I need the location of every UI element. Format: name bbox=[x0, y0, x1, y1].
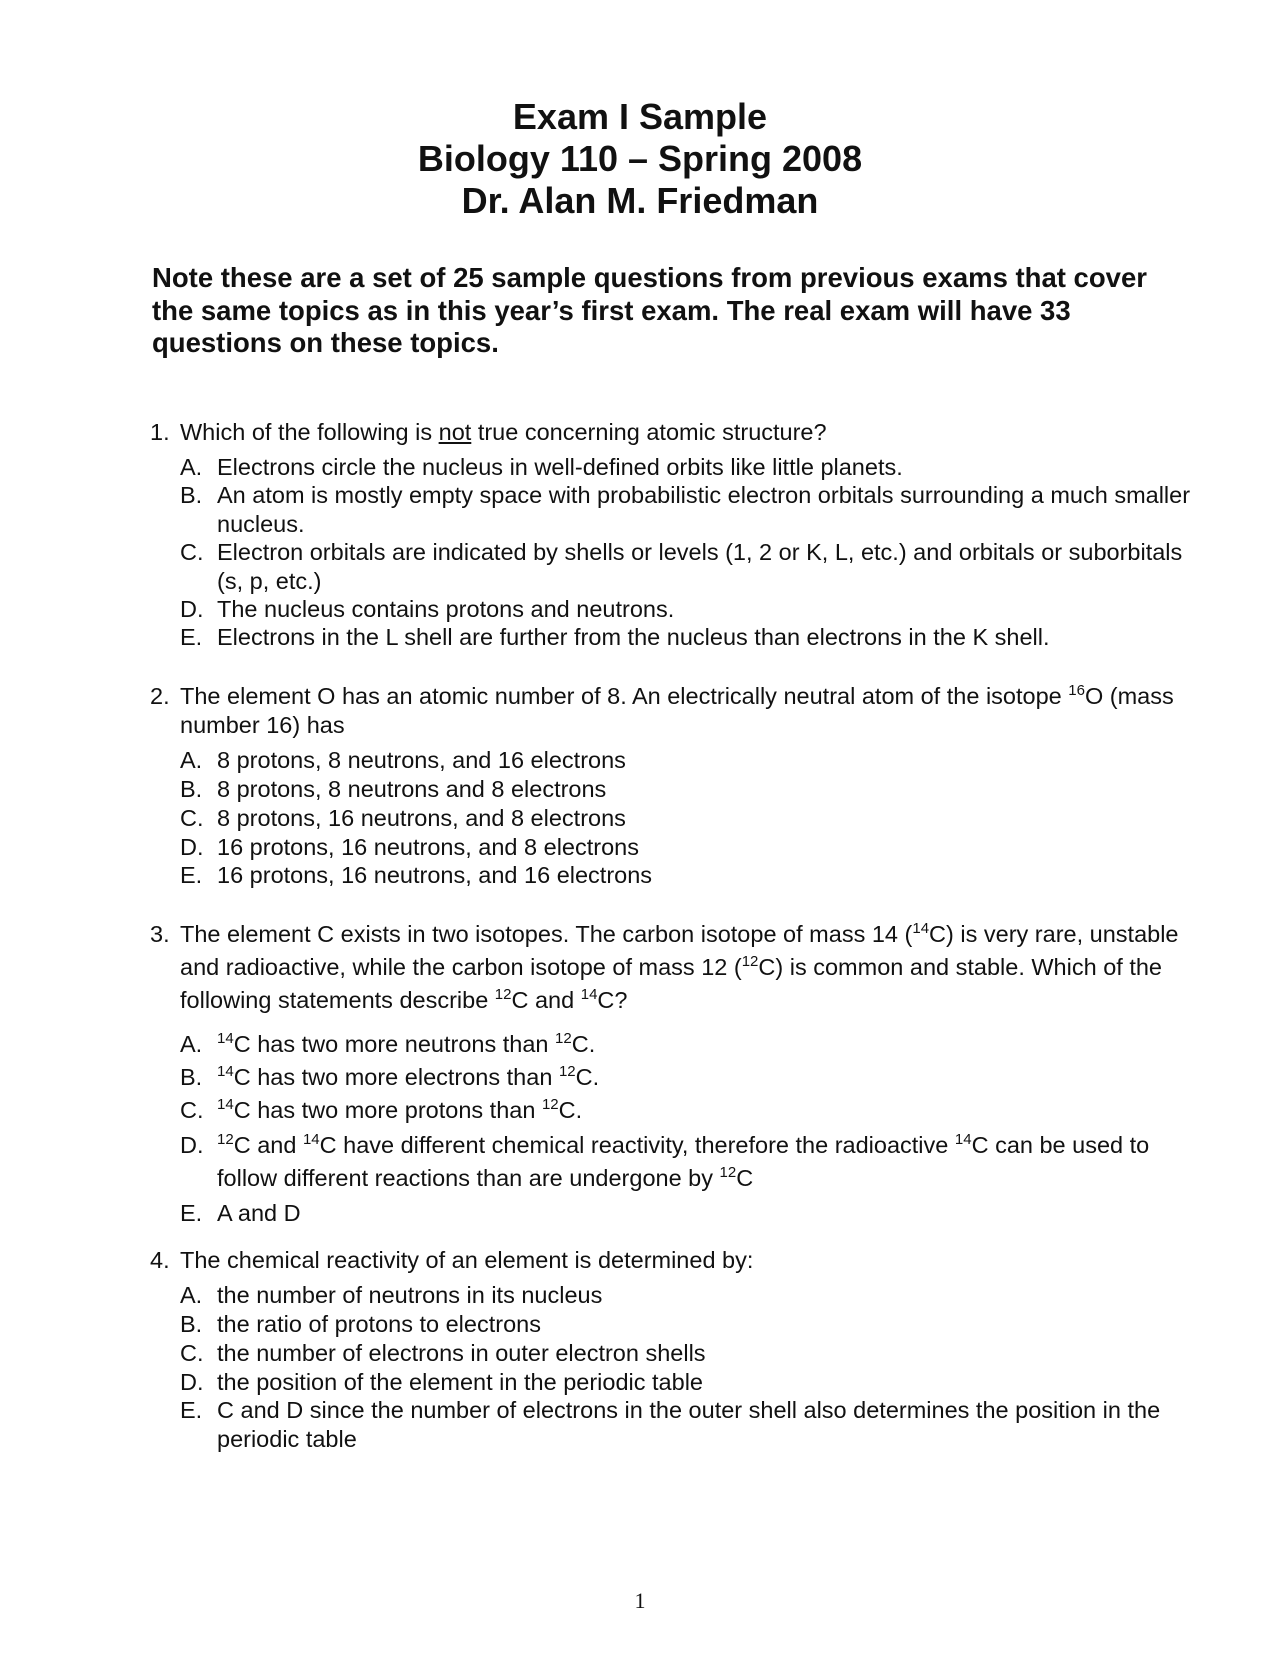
question-text: The element O has an atomic number of 8. An electrically neutral atom of the isotope $^{16}$O (mass number 16) has bbox=[180, 682, 1174, 738]
question-3-option-a: A. $^{14}$C has two more neutrons than $^{12}$C. bbox=[180, 1030, 596, 1057]
question-1-option-a: A. Electrons circle the nucleus in well-defined orbits like little planets. bbox=[180, 454, 903, 480]
emphasis-not: not bbox=[438, 419, 472, 445]
page-number: 1 bbox=[634, 1588, 646, 1613]
course-title: Biology 110 – Spring 2008 bbox=[417, 138, 863, 179]
instructor-name: Dr. Alan M. Friedman bbox=[461, 180, 819, 221]
question-4-option-a: A. the number of neutrons in its nucleus bbox=[180, 1282, 603, 1308]
question-4-option-b: B. the ratio of protons to electrons bbox=[180, 1311, 541, 1337]
question-text: Which of the following is not true concerning atomic structure? bbox=[180, 419, 827, 445]
question-1-option-c: C. Electron orbitals are indicated by shells or levels (1, 2 or K, L, etc.) and orbitals or suborbitals (s, p, etc.) bbox=[180, 539, 1183, 594]
question-2-option-e: E. 16 protons, 16 neutrons, and 16 electrons bbox=[180, 862, 653, 888]
question-4-option-e: E. C and D since the number of electrons in the outer shell also determines the position in the periodic table bbox=[180, 1397, 1161, 1452]
question-2-option-a: A. 8 protons, 8 neutrons, and 16 electrons bbox=[180, 747, 626, 773]
question-4-option-c: C. the number of electrons in outer electron shells bbox=[180, 1340, 706, 1366]
question-number: 1. bbox=[150, 419, 170, 445]
question-1-option-d: D. The nucleus contains protons and neutrons. bbox=[180, 596, 675, 622]
question-1-stem bbox=[150, 418, 1200, 447]
question-2-option-c: C. 8 protons, 16 neutrons, and 8 electrons bbox=[180, 805, 626, 831]
question-3-option-d: D. $^{12}$C and $^{14}$C have different chemical reactivity, therefore the radioactive $^{14}$C can be used to follow different reactions than are undergone by $^{12}$C bbox=[180, 1131, 1150, 1191]
question-text: The element C exists in two isotopes. The carbon isotope of mass 14 ($^{14}$C) is very rare, unstable and radioactive, while the carbon isotope of mass 12 ($^{12}$C) is common and stable. Which of the following statements describe $^{12}$C and $^{14}$C? bbox=[180, 920, 1179, 1013]
question-number: 3. bbox=[150, 921, 170, 947]
question-text: The chemical reactivity of an element is determined by: bbox=[180, 1247, 754, 1273]
question-1-option-e: E. Electrons in the L shell are further from the nucleus than electrons in the K shell. bbox=[180, 624, 1050, 650]
question-2-stem bbox=[150, 682, 1200, 740]
question-2-option-b: B. 8 protons, 8 neutrons and 8 electrons bbox=[180, 776, 607, 802]
question-3-option-e: E. A and D bbox=[180, 1200, 301, 1226]
question-4-option-d: D. the position of the element in the periodic table bbox=[180, 1369, 703, 1395]
question-1-option-b: B. An atom is mostly empty space with probabilistic electron orbitals surrounding a much smaller nucleus. bbox=[180, 482, 1191, 537]
question-4-stem bbox=[150, 1246, 1200, 1275]
question-number: 4. bbox=[150, 1247, 170, 1273]
exam-note: Note these are a set of 25 sample questions from previous exams that cover the same topics as in this year’s first exam. The real exam will have 33 questions on these topics. bbox=[152, 262, 1147, 358]
question-number: 2. bbox=[150, 683, 170, 709]
question-3-option-b: B. $^{14}$C has two more electrons than $^{12}$C. bbox=[180, 1063, 600, 1090]
question-2-option-d: D. 16 protons, 16 neutrons, and 8 electrons bbox=[180, 834, 639, 860]
question-3-stem bbox=[150, 918, 1200, 1017]
question-3-option-c: C. $^{14}$C has two more protons than $^{12}$C. bbox=[180, 1096, 583, 1123]
exam-title: Exam I Sample bbox=[512, 96, 768, 137]
